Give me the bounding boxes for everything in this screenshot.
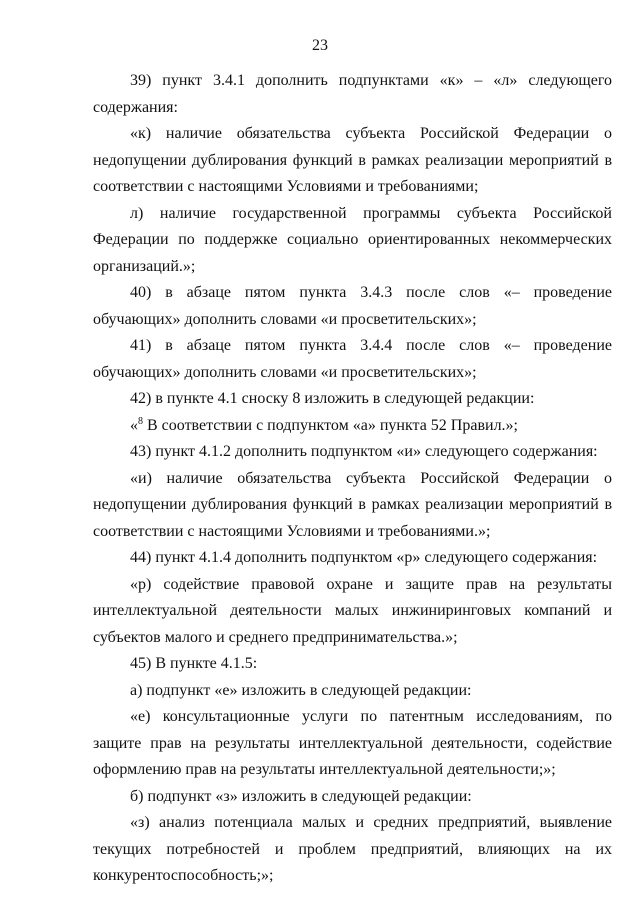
- footnote-body: В соответствии с подпунктом «а» пункта 52 Правил.»;: [143, 416, 518, 434]
- paragraph-45-z: «з) анализ потенциала малых и средних предприятий, выявление текущих потребностей и проблем предприятий, влияющих на их конкурентоспособность;»;: [93, 814, 612, 884]
- paragraph-39-k: «к) наличие обязательства субъекта Российской Федерации о недопущении дублирования функций в рамках реализации мероприятий в соответствии с настоящими Условиями и требованиями;: [93, 125, 612, 195]
- paragraph-40: 40) в абзаце пятом пункта 3.4.3 после слов «– проведение обучающих» дополнить словами «и просветительских»;: [93, 284, 612, 328]
- paragraph-45-e: «е) консультационные услуги по патентным исследованиям, по защите прав на результаты интеллектуальной деятельности, содействие оформлению прав на результаты интеллектуальной деятельности;»;: [93, 708, 612, 778]
- paragraph-42: 42) в пункте 4.1 сноску 8 изложить в следующей редакции:: [130, 390, 535, 407]
- paragraph-43: 43) пункт 4.1.2 дополнить подпунктом «и» следующего содержания:: [130, 443, 598, 460]
- paragraph-41: 41) в абзаце пятом пункта 3.4.4 после слов «– проведение обучающих» дополнить словами «и просветительских»;: [93, 337, 612, 381]
- footnote-superscript: 8: [138, 415, 143, 427]
- footnote-8-text: [93, 413, 612, 440]
- paragraph-45: 45) В пункте 4.1.5:: [130, 655, 258, 672]
- paragraph-45-a: а) подпункт «е» изложить в следующей редакции:: [130, 681, 472, 699]
- paragraph-39-l: л) наличие государственной программы субъекта Российской Федерации по поддержке социально ориентированных некоммерческих организаций.»;: [93, 204, 612, 275]
- page-number: 23: [312, 37, 328, 54]
- document-body: [93, 68, 612, 890]
- footnote-open-quote: «: [130, 416, 138, 434]
- paragraph-44: 44) пункт 4.1.4 дополнить подпунктом «р» следующего содержания:: [130, 549, 598, 566]
- paragraph-44-r: «р) содействие правовой охране и защите прав на результаты интеллектуальной деятельности малых инжиниринговых компаний и субъектов малого и среднего предпринимательства.»;: [93, 575, 612, 646]
- paragraph-39: 39) пункт 3.4.1 дополнить подпунктами «к» – «л» следующего содержания:: [93, 72, 612, 116]
- paragraph-45-b: б) подпункт «з» изложить в следующей редакции:: [130, 787, 472, 805]
- paragraph-43-i: «и) наличие обязательства субъекта Российской Федерации о недопущении дублирования функций в рамках реализации мероприятий в соответствии с настоящими Условиями и требованиями.»;: [93, 469, 612, 540]
